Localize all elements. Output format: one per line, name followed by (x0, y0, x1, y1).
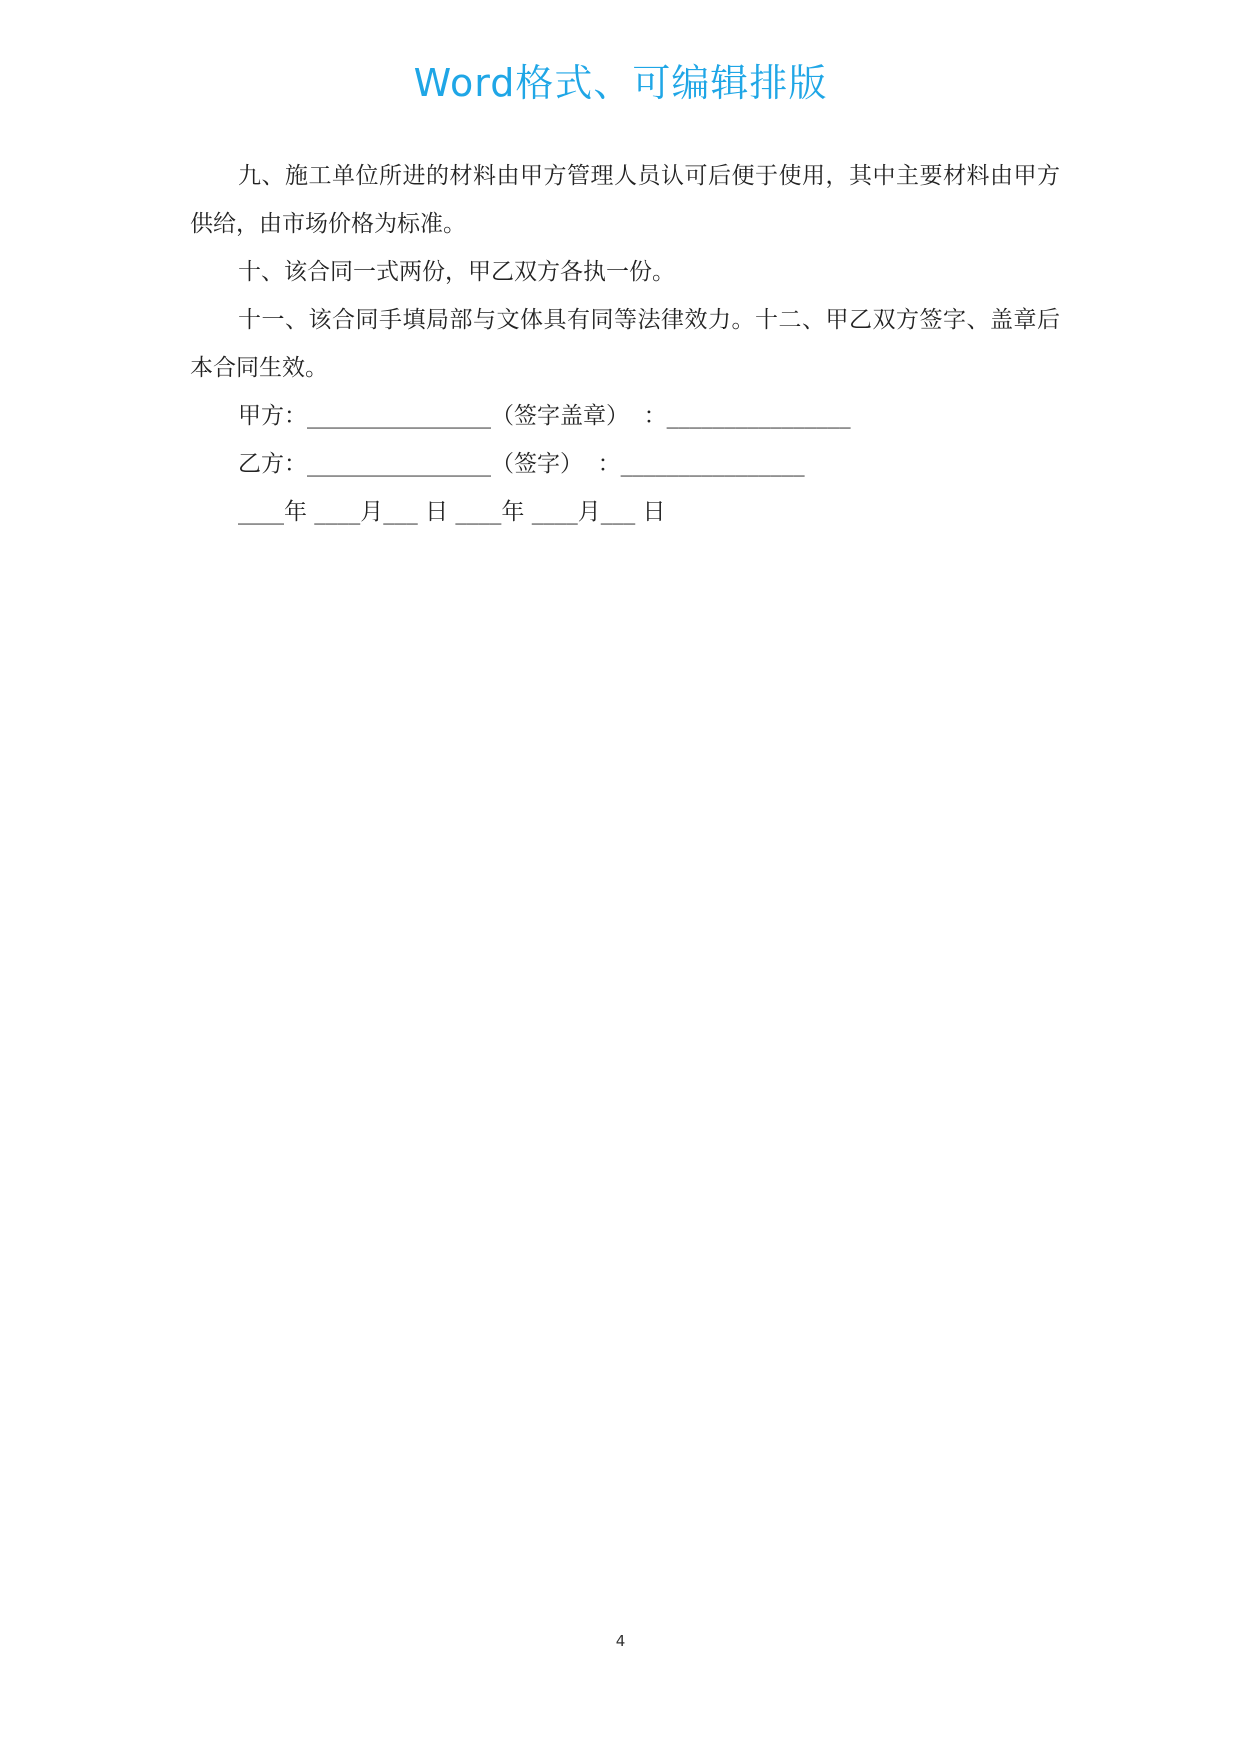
party-b-signature-line: 乙方：________________（签字） ：________________ (238, 451, 805, 477)
party-a-signature-line: 甲方：________________（签字盖章） ：________________ (238, 403, 851, 429)
clause-11-12-paragraph: 十一、该合同手填局部与文体具有同等法律效力。十二、甲乙双方签字、盖章后本合同生效。 (190, 307, 1060, 381)
clause-10-paragraph: 十、该合同一式两份，甲乙双方各执一份。 (238, 259, 675, 285)
date-line: ____年 ____月___ 日 ____年 ____月___ 日 (238, 499, 666, 525)
document-body (190, 152, 1060, 536)
document-header-title: Word格式、可编辑排版 (413, 61, 828, 105)
page-number: 4 (615, 1632, 626, 1650)
clause-9-paragraph: 九、施工单位所进的材料由甲方管理人员认可后便于使用，其中主要材料由甲方供给，由市场价格为标准。 (190, 163, 1060, 237)
